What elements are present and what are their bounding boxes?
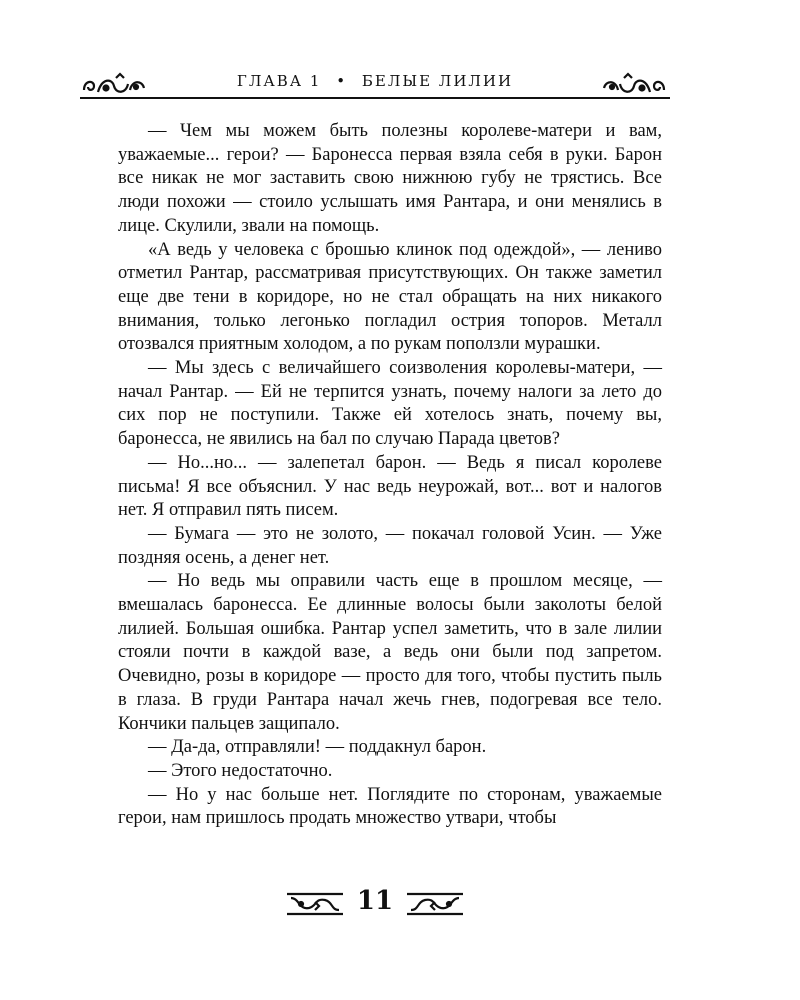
- right-scroll-ornament-icon: [598, 72, 668, 98]
- paragraph: — Этого недостаточно.: [148, 760, 333, 781]
- chapter-label: ГЛАВА 1: [236, 72, 322, 90]
- right-footer-ornament-icon: [405, 890, 465, 918]
- paragraph: — Но...но... — залепетал барон. — Ведь я писал королеве письма! Я все объяснил. У нас ведь неурожай, вот... вот и налогов нет. Я отправил пять писем.: [118, 452, 662, 521]
- paragraph: — Бумага — это не золото, — покачал головой Усин. — Уже поздняя осень, а денег нет.: [118, 523, 662, 568]
- paragraph: — Да-да, отправляли! — поддакнул барон.: [148, 737, 487, 758]
- paragraph: — Но ведь мы оправили часть еще в прошлом месяце, — вмешалась баронесса. Ее длинные волосы были заколоты белой лилией. Большая ошибка. Рантар успел заметить, что в зале лилии стояли почти в каждой вазе, а ведь они были под запретом. Очевидно, розы в коридоре — просто для того, чтобы пустить пыль в глаза. В груди Рантара начал жечь гнев, подогревая все тело. Кончики пальцев защипало.: [118, 571, 662, 734]
- paragraph: «А ведь у человека с брошью клинок под одеждой», — лениво отметил Рантар, рассматривая присутствующих. Он также заметил еще две тени в коридоре, но не стал обращать на них никакого внимания, только легонько погладил острия топоров. Металл отозвался приятным холодом, а по рукам поползли мурашки.: [118, 239, 662, 355]
- left-footer-ornament-icon: [285, 890, 345, 918]
- paragraph: — Чем мы можем быть полезны королеве-матери и вам, уважаемые... герои? — Баронесса первая взяла себя в руки. Барон все никак не мог заставить свою нижнюю губу не трястись. Все люди похожи — стоило услышать имя Рантара, и они менялись в лице. Скулили, звали на помощь.: [118, 121, 662, 236]
- chapter-title: БЕЛЫЕ ЛИЛИИ: [361, 72, 514, 90]
- chapter-heading: [80, 72, 670, 90]
- header-rule: [80, 97, 670, 99]
- page-footer: [285, 884, 465, 924]
- paragraph: — Мы здесь с величайшего соизволения королевы-матери, — начал Рантар. — Ей не терпится узнать, почему налоги за лето до сих пор не поступили. Также ей хотелось знать, почему вы, баронесса, не явились на бал по случаю Парада цветов?: [118, 358, 662, 450]
- page-number: 11: [356, 886, 394, 916]
- header-separator: •: [336, 72, 348, 90]
- text-body: [118, 120, 662, 831]
- running-header: [80, 68, 670, 104]
- paragraph: — Но у нас больше нет. Поглядите по сторонам, уважаемые герои, нам пришлось продать множество утвари, чтобы: [118, 784, 662, 829]
